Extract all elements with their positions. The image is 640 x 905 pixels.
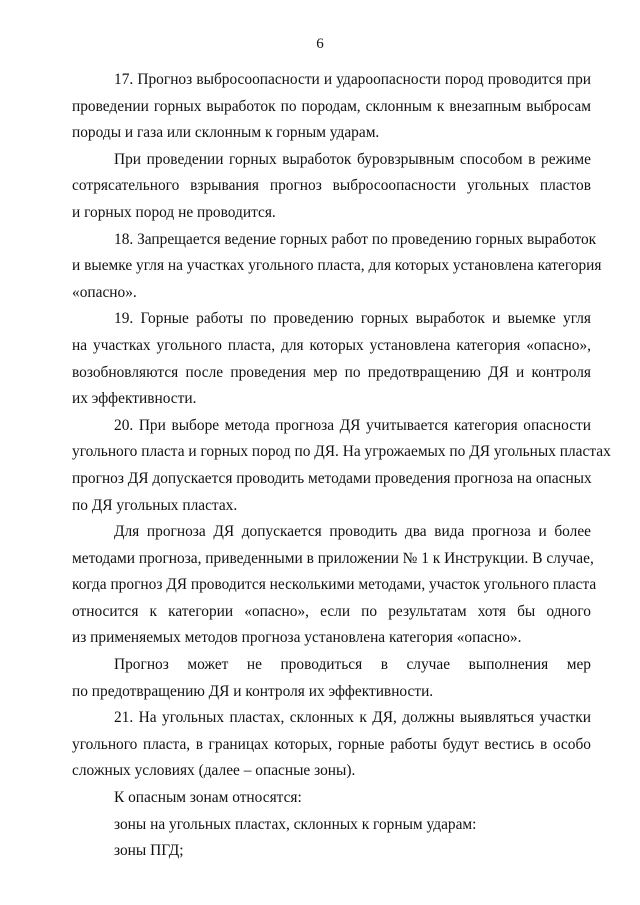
paragraph-line: их эффективности. bbox=[72, 390, 197, 408]
paragraph-line: из применяемых методов прогноза установлена категория «опасно». bbox=[72, 629, 522, 647]
list-intro: К опасным зонам относятся: bbox=[114, 789, 302, 807]
list-item-1: зоны на угольных пластах, склонных к горным ударам: bbox=[114, 815, 477, 833]
paragraph-line: Для прогноза ДЯ допускается проводить два вида прогноза и более bbox=[114, 523, 591, 541]
paragraph-line: 21. На угольных пластах, склонных к ДЯ, должны выявляться участки bbox=[114, 709, 591, 727]
paragraph-line: При проведении горных выработок буровзрывным способом в режиме bbox=[114, 150, 591, 168]
paragraph-p20b bbox=[72, 519, 597, 652]
paragraph-line: методами прогноза, приведенными в приложении № 1 к Инструкции. В случае, bbox=[72, 549, 594, 567]
list-item-2: зоны ПГД; bbox=[114, 842, 184, 860]
paragraph-line: возобновляются после проведения мер по предотвращению ДЯ и контроля bbox=[72, 363, 591, 381]
paragraph-line: угольного пласта и горных пород по ДЯ. На угрожаемых по ДЯ угольных пластах bbox=[72, 443, 611, 461]
paragraph-line: на участках угольного пласта, для которых установлена категория «опасно», bbox=[72, 336, 591, 354]
paragraph-line: прогноз ДЯ допускается проводить методами проведения прогноза на опасных bbox=[72, 469, 592, 487]
paragraph-line: 17. Прогноз выбросоопасности и удароопасности пород проводится при bbox=[114, 71, 591, 88]
paragraph-line: 20. При выборе метода прогноза ДЯ учитывается категория опасности bbox=[114, 416, 591, 434]
paragraph-line: угольного пласта, в границах которых, горные работы будут вестись в особо bbox=[72, 735, 591, 753]
paragraph-line: породы и газа или склонным к горным ударам. bbox=[72, 124, 380, 142]
paragraph-p20 bbox=[72, 413, 611, 519]
paragraph-line: 19. Горные работы по проведению горных выработок и выемке угля bbox=[114, 310, 591, 328]
paragraph-line: Прогноз может не проводиться в случае выполнения мер bbox=[114, 656, 591, 674]
paragraph-p17 bbox=[72, 67, 591, 147]
paragraph-line: относится к категории «опасно», если по результатам хотя бы одного bbox=[72, 602, 591, 620]
paragraph-p18 bbox=[72, 227, 602, 307]
paragraphs bbox=[72, 67, 611, 785]
paragraph-line: 18. Запрещается ведение горных работ по проведению горных выработок bbox=[114, 230, 597, 248]
paragraph-line: «опасно». bbox=[72, 283, 137, 301]
paragraph-line: и выемке угля на участках угольного пласта, для которых установлена категория bbox=[72, 257, 602, 275]
page-number: 6 bbox=[316, 36, 324, 52]
document-body bbox=[72, 67, 611, 865]
paragraph-line: и горных пород не проводится. bbox=[72, 203, 276, 221]
paragraph-line: сложных условиях (далее – опасные зоны). bbox=[72, 762, 356, 780]
paragraph-p17b bbox=[72, 147, 591, 227]
paragraph-line: когда прогноз ДЯ проводится несколькими методами, участок угольного пласта bbox=[72, 576, 597, 594]
paragraph-line: сотрясательного взрывания прогноз выбросоопасности угольных пластов bbox=[72, 177, 591, 195]
paragraph-line: проведении горных выработок по породам, склонным к внезапным выбросам bbox=[72, 97, 591, 115]
paragraph-p19 bbox=[72, 306, 591, 412]
paragraph-line: по ДЯ угольных пластах. bbox=[72, 496, 238, 514]
paragraph-line: по предотвращению ДЯ и контроля их эффективности. bbox=[72, 682, 434, 700]
paragraph-p20c bbox=[72, 652, 591, 705]
paragraph-p21 bbox=[72, 705, 591, 785]
